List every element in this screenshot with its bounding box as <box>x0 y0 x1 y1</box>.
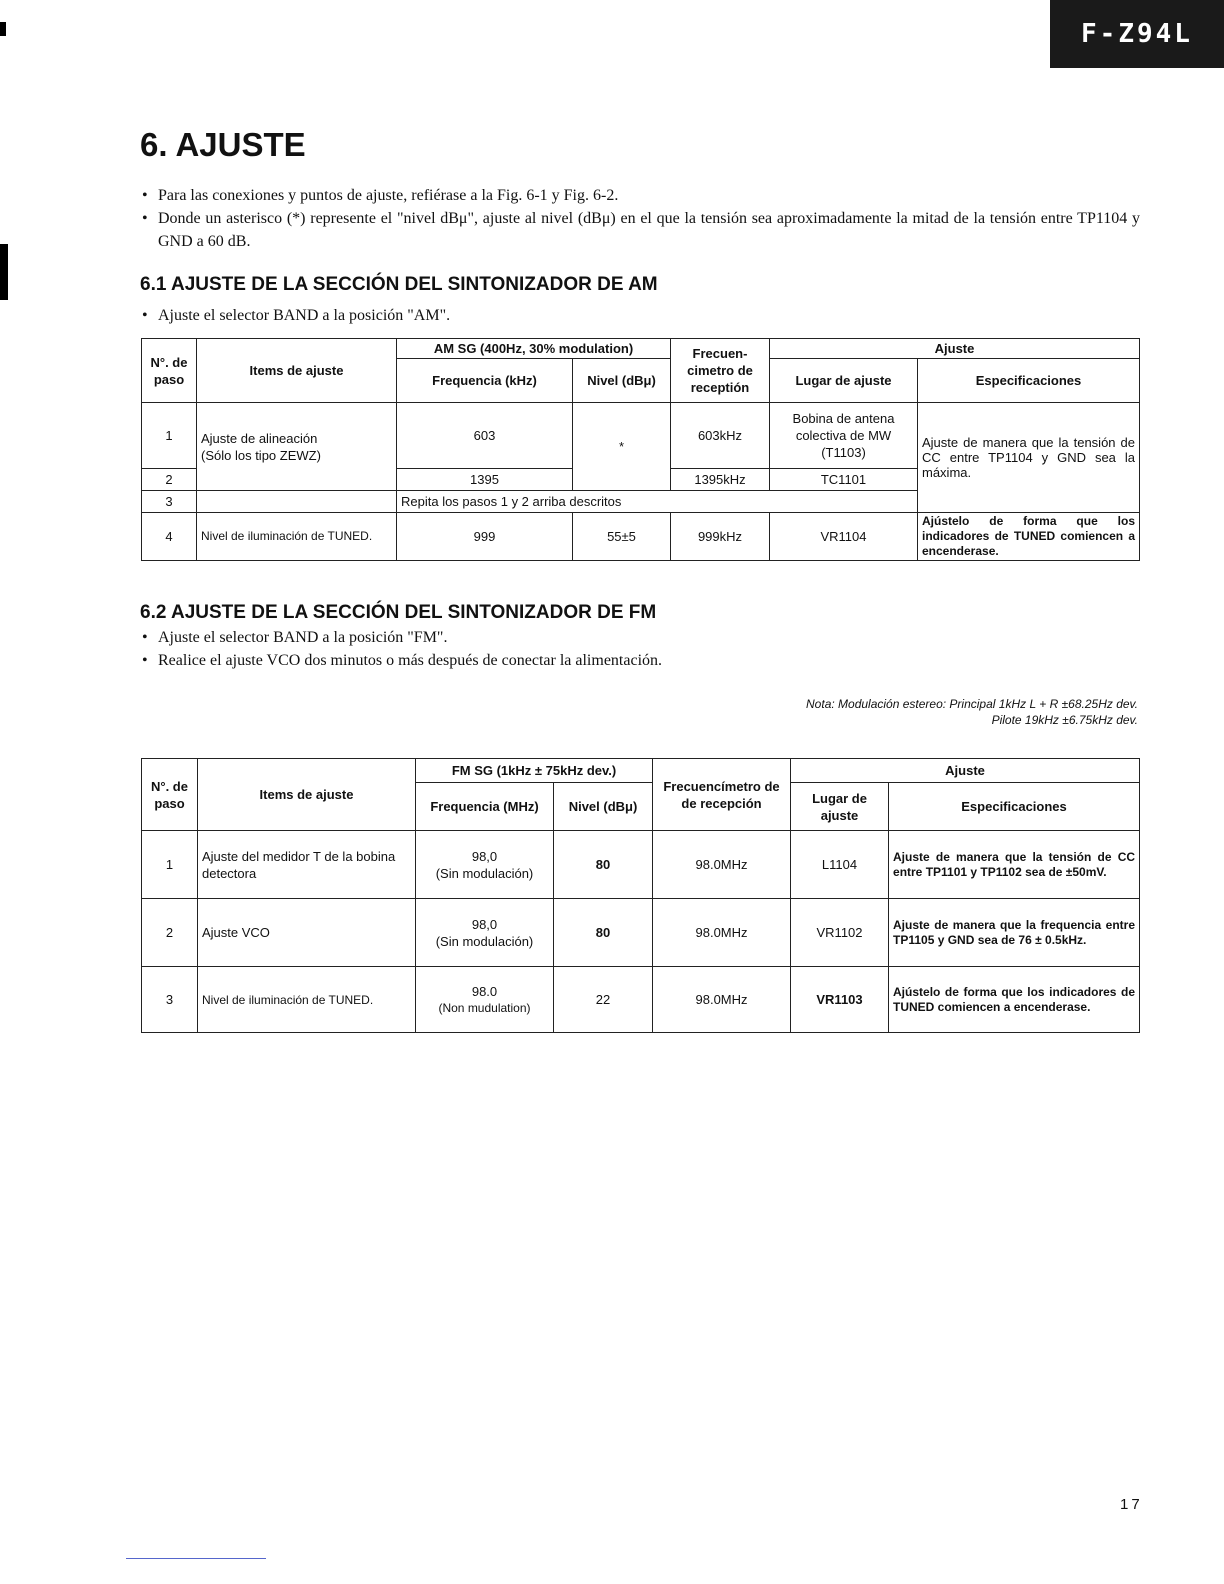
fm-mod: (Sin modulación) <box>435 865 534 881</box>
fm-spec: Ajuste de manera que la tensión de CC entre TP1101 y TP1102 sea de ±50mV. <box>889 831 1140 899</box>
registration-mark-side <box>0 244 8 300</box>
fm-spec: Ajuste de manera que la frequencia entre TP1105 y GND sea de 76 ± 0.5kHz. <box>889 899 1140 967</box>
fm-level: 80 <box>554 831 653 899</box>
am-place: VR1104 <box>770 513 918 561</box>
fm-bullet: • Realice el ajuste VCO dos minutos o más después de conectar la alimentación. <box>140 649 1140 672</box>
fm-bullet: • Ajuste el selector BAND a la posición "FM". <box>140 626 1140 649</box>
model-badge: F-Z94L <box>1050 0 1224 68</box>
am-step: 4 <box>142 513 197 561</box>
am-header-sg: AM SG (400Hz, 30% modulation) <box>397 339 671 359</box>
intro-bullets <box>140 184 1140 253</box>
note-line: Pilote 19kHz ±6.75kHz dev. <box>991 713 1138 727</box>
fm-place: VR1103 <box>791 967 889 1033</box>
am-step: 1 <box>142 403 197 469</box>
fm-adjustment-table <box>141 758 1140 1033</box>
am-bullet: • Ajuste el selector BAND a la posición "AM". <box>140 304 1140 327</box>
am-item-note: (Sólo los tipo ZEWZ) <box>201 447 321 463</box>
table-row <box>142 403 1140 469</box>
table-row <box>142 899 1140 967</box>
am-spec-max-voltage: Ajuste de manera que la tensión de CC entre TP1104 y GND sea la máxima. <box>918 403 1140 513</box>
fm-freq: 98.0 <box>471 983 498 999</box>
fm-header-step: N°. de paso <box>142 759 198 831</box>
am-header-spec: Especificaciones <box>918 359 1140 403</box>
footer-line <box>126 1558 266 1559</box>
am-repeat-note: Repita los pasos 1 y 2 arriba descritos <box>397 491 918 513</box>
am-level: 55±5 <box>573 513 671 561</box>
fm-header-spec: Especificaciones <box>889 783 1140 831</box>
fm-section-heading: 6.2 AJUSTE DE LA SECCIÓN DEL SINTONIZADOR DE FM <box>140 602 657 623</box>
am-header-place: Lugar de ajuste <box>770 359 918 403</box>
am-item-empty <box>197 491 397 513</box>
fm-level: 22 <box>554 967 653 1033</box>
am-header-ajuste: Ajuste <box>770 339 1140 359</box>
fm-freq-cell <box>416 899 554 967</box>
fm-header-ajuste: Ajuste <box>791 759 1140 783</box>
fm-mod: (Sin modulación) <box>435 933 534 949</box>
am-bullets <box>140 304 1140 327</box>
page-number: 17 <box>1120 1496 1143 1513</box>
am-step: 2 <box>142 469 197 491</box>
fm-place: VR1102 <box>791 899 889 967</box>
fm-place: L1104 <box>791 831 889 899</box>
fm-header-sg: FM SG (1kHz ± 75kHz dev.) <box>416 759 653 783</box>
note-line: Nota: Modulación estereo: Principal 1kHz L + R ±68.25Hz dev. <box>806 697 1138 711</box>
am-header-freq: Frequencia (kHz) <box>397 359 573 403</box>
intro-bullet: • Para las conexiones y puntos de ajuste, refiérase a la Fig. 6-1 y Fig. 6-2. <box>140 184 1140 207</box>
fm-counter: 98.0MHz <box>653 899 791 967</box>
page-title: 6. AJUSTE <box>140 126 306 163</box>
fm-header-place: Lugar de ajuste <box>791 783 889 831</box>
fm-step: 2 <box>142 899 198 967</box>
am-spec: Ajústelo de forma que los indicadores de TUNED comiencen a encenderase. <box>918 513 1140 561</box>
fm-header-items: Items de ajuste <box>198 759 416 831</box>
fm-step: 3 <box>142 967 198 1033</box>
table-row <box>142 831 1140 899</box>
registration-mark-top <box>0 22 6 36</box>
fm-freq-cell <box>416 831 554 899</box>
am-header-level: Nivel (dBμ) <box>573 359 671 403</box>
am-item-alignment <box>197 403 397 491</box>
fm-freq: 98,0 <box>471 916 498 932</box>
am-header-items: Items de ajuste <box>197 339 397 403</box>
am-header-step: N°. de paso <box>142 339 197 403</box>
am-level-asterisk: * <box>573 403 671 491</box>
fm-level: 80 <box>554 899 653 967</box>
am-item-label: Ajuste de alineación <box>201 430 318 446</box>
fm-item: Ajuste VCO <box>198 899 416 967</box>
am-freq: 999 <box>397 513 573 561</box>
am-counter: 603kHz <box>671 403 770 469</box>
intro-bullet: • Donde un asterisco (*) represente el "nivel dBμ", ajuste al nivel (dBμ) en el que la tensión sea aproximadamente la mitad de la tensión entre TP1104 y GND a 60 dB. <box>140 207 1140 253</box>
am-section-heading: 6.1 AJUSTE DE LA SECCIÓN DEL SINTONIZADOR DE AM <box>140 274 658 295</box>
fm-header-freq: Frequencia (MHz) <box>416 783 554 831</box>
am-freq: 603 <box>397 403 573 469</box>
fm-step: 1 <box>142 831 198 899</box>
fm-spec: Ajústelo de forma que los indicadores de TUNED comiencen a encenderase. <box>889 967 1140 1033</box>
fm-header-counter: Frecuencímetro de de recepción <box>653 759 791 831</box>
fm-bullets <box>140 626 1140 672</box>
am-header-counter: Frecuen-cimetro de receptión <box>671 339 770 403</box>
am-item: Nivel de iluminación de TUNED. <box>197 513 397 561</box>
fm-item: Ajuste del medidor T de la bobina detectora <box>198 831 416 899</box>
fm-freq: 98,0 <box>471 848 498 864</box>
am-place: TC1101 <box>770 469 918 491</box>
table-row <box>142 513 1140 561</box>
am-adjustment-table <box>141 338 1140 561</box>
fm-counter: 98.0MHz <box>653 831 791 899</box>
am-counter: 1395kHz <box>671 469 770 491</box>
am-step: 3 <box>142 491 197 513</box>
fm-freq-cell <box>416 967 554 1033</box>
stereo-modulation-note <box>600 696 1138 728</box>
fm-counter: 98.0MHz <box>653 967 791 1033</box>
fm-mod: (Non mudulation) <box>438 1000 531 1015</box>
fm-item: Nivel de iluminación de TUNED. <box>198 967 416 1033</box>
am-counter: 999kHz <box>671 513 770 561</box>
am-place: Bobina de antena colectiva de MW (T1103) <box>770 403 918 469</box>
table-row <box>142 967 1140 1033</box>
am-freq: 1395 <box>397 469 573 491</box>
fm-header-level: Nivel (dBμ) <box>554 783 653 831</box>
